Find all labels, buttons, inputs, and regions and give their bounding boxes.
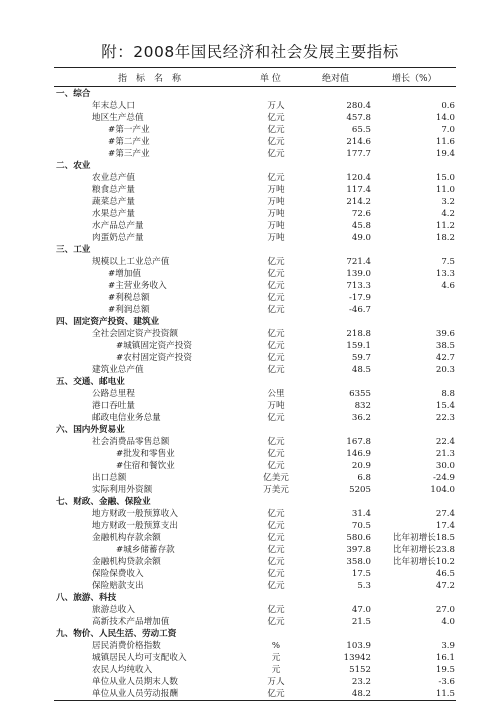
- indicator-name: 邮政电信业务总量: [92, 413, 161, 423]
- absolute-value-cell: 5.3: [357, 581, 371, 591]
- unit-cell: 亿元: [267, 689, 285, 699]
- growth-cell: 15.0: [435, 173, 455, 183]
- table-row: [0, 436, 500, 448]
- absolute-value-cell: 65.5: [351, 125, 371, 135]
- table-row: [0, 448, 500, 460]
- indicator-name: #第三产业: [108, 149, 150, 159]
- growth-cell: 7.5: [441, 257, 455, 267]
- table-row: [0, 124, 500, 136]
- absolute-value-cell: 48.2: [351, 689, 371, 699]
- indicator-name: 社会消费品零售总额: [92, 437, 170, 447]
- absolute-value-cell: 72.6: [351, 209, 371, 219]
- absolute-value-cell: 721.4: [346, 257, 371, 267]
- unit-cell: 亿元: [267, 557, 285, 567]
- unit-cell: 万人: [267, 101, 285, 111]
- section-title: 五、交通、邮电业: [56, 377, 125, 387]
- table-row: [0, 208, 500, 220]
- unit-cell: 亿元: [267, 257, 285, 267]
- unit-cell: 公里: [267, 389, 285, 399]
- unit-cell: 亿元: [267, 617, 285, 627]
- table-row: [0, 544, 500, 556]
- indicator-name: #城乡储蓄存款: [116, 545, 175, 555]
- unit-cell: 亿元: [267, 305, 285, 315]
- growth-cell: 15.4: [435, 401, 455, 411]
- table-row: [0, 256, 500, 268]
- indicator-name: #批发和零售业: [116, 449, 175, 459]
- growth-cell: 比年初增长10.2: [392, 557, 455, 567]
- unit-cell: 亿元: [267, 173, 285, 183]
- table-row: [0, 460, 500, 472]
- table-row: [0, 328, 500, 340]
- table-header-rule: [54, 86, 456, 87]
- absolute-value-cell: 218.8: [346, 329, 371, 339]
- growth-cell: -24.9: [432, 473, 455, 483]
- indicator-name: 全社会固定资产投资额: [92, 329, 178, 339]
- unit-cell: 亿元: [267, 605, 285, 615]
- growth-cell: 38.5: [435, 341, 455, 351]
- growth-cell: 27.0: [435, 605, 455, 615]
- header-growth: 增长（%）: [392, 74, 437, 84]
- growth-cell: -3.6: [438, 677, 455, 687]
- table-row: [0, 340, 500, 352]
- unit-cell: 亿美元: [263, 473, 289, 483]
- indicator-name: 金融机构贷款余额: [92, 557, 161, 567]
- growth-cell: 39.6: [435, 329, 455, 339]
- absolute-value-cell: 159.1: [346, 341, 371, 351]
- table-row: [0, 412, 500, 424]
- growth-cell: 16.1: [435, 653, 455, 663]
- unit-cell: 亿元: [267, 437, 285, 447]
- header-indicator-name: 指 标 名 称: [118, 74, 182, 84]
- section-title: 一、综合: [56, 89, 91, 99]
- table-row: [0, 472, 500, 484]
- absolute-value-cell: 5152: [349, 665, 371, 675]
- table-row: [0, 292, 500, 304]
- table-top-rule: [54, 67, 456, 68]
- growth-cell: 19.4: [435, 149, 455, 159]
- indicator-name: 地区生产总值: [92, 113, 144, 123]
- growth-cell: 4.2: [441, 209, 455, 219]
- unit-cell: 元: [271, 653, 281, 663]
- unit-cell: 万吨: [267, 401, 285, 411]
- absolute-value-cell: 49.0: [351, 233, 371, 243]
- table-row: [0, 268, 500, 280]
- growth-cell: 47.2: [435, 581, 455, 591]
- indicator-name: 高新技术产品增加值: [92, 617, 170, 627]
- growth-cell: 27.4: [435, 509, 455, 519]
- section-title: 九、物价、人民生活、劳动工资: [56, 629, 177, 639]
- unit-cell: 万吨: [267, 197, 285, 207]
- unit-cell: %: [271, 641, 281, 651]
- absolute-value-cell: 17.5: [351, 569, 371, 579]
- table-row: [0, 100, 500, 112]
- section-heading-row: [0, 88, 500, 100]
- growth-cell: 21.3: [435, 449, 455, 459]
- unit-cell: 亿元: [267, 137, 285, 147]
- absolute-value-cell: 13942: [343, 653, 371, 663]
- growth-cell: 11.5: [435, 689, 455, 699]
- indicator-name: #利润总额: [108, 305, 150, 315]
- unit-cell: 亿元: [267, 581, 285, 591]
- indicator-name: 肉蛋奶总产量: [92, 233, 144, 243]
- absolute-value-cell: 214.2: [346, 197, 371, 207]
- section-title: 二、农业: [56, 161, 91, 171]
- growth-cell: 7.0: [441, 125, 455, 135]
- unit-cell: 亿元: [267, 365, 285, 375]
- section-heading-row: [0, 376, 500, 388]
- indicator-name: 地方财政一般预算支出: [92, 521, 178, 531]
- absolute-value-cell: 580.6: [346, 533, 371, 543]
- growth-cell: 3.2: [441, 197, 455, 207]
- indicator-name: 实际利用外资额: [92, 485, 153, 495]
- table-row: [0, 388, 500, 400]
- unit-cell: 亿元: [267, 113, 285, 123]
- absolute-value-cell: 6355: [349, 389, 371, 399]
- table-row: [0, 484, 500, 496]
- indicator-name: 地方财政一般预算收入: [92, 509, 178, 519]
- indicator-name: 建筑业总产值: [92, 365, 144, 375]
- table-row: [0, 220, 500, 232]
- indicator-name: 单位从业人员劳动报酬: [92, 689, 178, 699]
- unit-cell: 亿元: [267, 293, 285, 303]
- header-absolute-value: 绝对值: [322, 74, 350, 84]
- page-title: 附：2008年国民经济和社会发展主要指标: [101, 43, 399, 61]
- growth-cell: 11.2: [435, 221, 455, 231]
- section-title: 三、工业: [56, 245, 91, 255]
- table-row: [0, 580, 500, 592]
- growth-cell: 4.6: [441, 281, 455, 291]
- absolute-value-cell: -46.7: [348, 305, 371, 315]
- table-row: [0, 172, 500, 184]
- indicator-name: 粮食总产量: [92, 185, 135, 195]
- absolute-value-cell: 70.5: [351, 521, 371, 531]
- table-row: [0, 532, 500, 544]
- absolute-value-cell: 120.4: [346, 173, 371, 183]
- section-heading-row: [0, 496, 500, 508]
- growth-cell: 22.4: [435, 437, 455, 447]
- table-header: [0, 69, 500, 85]
- unit-cell: 亿元: [267, 329, 285, 339]
- indicator-name: 农民人均纯收入: [92, 665, 153, 675]
- table-body: [0, 88, 500, 700]
- growth-cell: 0.6: [441, 101, 455, 111]
- absolute-value-cell: 832: [354, 401, 371, 411]
- absolute-value-cell: 146.9: [346, 449, 371, 459]
- table-row: [0, 184, 500, 196]
- absolute-value-cell: 358.0: [346, 557, 371, 567]
- indicator-name: 水果总产量: [92, 209, 135, 219]
- indicator-name: #增加值: [108, 269, 141, 279]
- section-heading-row: [0, 592, 500, 604]
- absolute-value-cell: 5205: [349, 485, 371, 495]
- absolute-value-cell: 103.9: [346, 641, 371, 651]
- indicator-name: #住宿和餐饮业: [116, 461, 175, 471]
- absolute-value-cell: 6.8: [357, 473, 371, 483]
- growth-cell: 20.3: [435, 365, 455, 375]
- growth-cell: 比年初增长23.8: [392, 545, 455, 555]
- section-heading-row: [0, 316, 500, 328]
- growth-cell: 104.0: [430, 485, 455, 495]
- unit-cell: 亿元: [267, 569, 285, 579]
- indicator-name: 年末总人口: [92, 101, 135, 111]
- absolute-value-cell: 45.8: [351, 221, 371, 231]
- table-row: [0, 304, 500, 316]
- table-row: [0, 676, 500, 688]
- indicator-name: #农村固定资产投资: [116, 353, 192, 363]
- growth-cell: 比年初增长18.5: [392, 533, 455, 543]
- absolute-value-cell: 23.2: [351, 677, 371, 687]
- indicator-name: 保险保费收入: [92, 569, 144, 579]
- indicator-name: 旅游总收入: [92, 605, 135, 615]
- indicator-name: 保险赔款支出: [92, 581, 144, 591]
- indicator-name: 金融机构存款余额: [92, 533, 161, 543]
- table-row: [0, 136, 500, 148]
- section-title: 六、国内外贸易业: [56, 425, 125, 435]
- absolute-value-cell: 59.7: [351, 353, 371, 363]
- absolute-value-cell: 457.8: [346, 113, 371, 123]
- absolute-value-cell: 117.4: [346, 185, 371, 195]
- table-row: [0, 664, 500, 676]
- unit-cell: 亿元: [267, 341, 285, 351]
- unit-cell: 亿元: [267, 125, 285, 135]
- unit-cell: 万人: [267, 677, 285, 687]
- table-row: [0, 196, 500, 208]
- growth-cell: 17.4: [435, 521, 455, 531]
- unit-cell: 亿元: [267, 281, 285, 291]
- absolute-value-cell: 214.6: [346, 137, 371, 147]
- indicator-name: 农业总产值: [92, 173, 135, 183]
- table-row: [0, 604, 500, 616]
- growth-cell: 18.2: [435, 233, 455, 243]
- indicator-name: 出口总额: [92, 473, 127, 483]
- unit-cell: 亿元: [267, 509, 285, 519]
- table-row: [0, 112, 500, 124]
- unit-cell: 亿元: [267, 353, 285, 363]
- table-row: [0, 640, 500, 652]
- absolute-value-cell: 20.9: [351, 461, 371, 471]
- absolute-value-cell: 31.4: [351, 509, 371, 519]
- growth-cell: 11.6: [435, 137, 455, 147]
- indicator-name: 公路总里程: [92, 389, 135, 399]
- unit-cell: 亿元: [267, 545, 285, 555]
- growth-cell: 46.5: [435, 569, 455, 579]
- unit-cell: 亿元: [267, 533, 285, 543]
- absolute-value-cell: 167.8: [346, 437, 371, 447]
- unit-cell: 亿元: [267, 413, 285, 423]
- growth-cell: 30.0: [435, 461, 455, 471]
- growth-cell: 19.5: [435, 665, 455, 675]
- absolute-value-cell: 36.2: [351, 413, 371, 423]
- section-title: 四、固定资产投资、建筑业: [56, 317, 160, 327]
- indicator-name: 单位从业人员期末人数: [92, 677, 178, 687]
- table-row: [0, 280, 500, 292]
- section-heading-row: [0, 628, 500, 640]
- indicator-name: 蔬菜总产量: [92, 197, 135, 207]
- growth-cell: 4.0: [441, 617, 455, 627]
- section-title: 七、财政、金融、保险业: [56, 497, 151, 507]
- absolute-value-cell: 48.5: [351, 365, 371, 375]
- indicator-name: 港口吞吐量: [92, 401, 135, 411]
- indicator-name: #主营业务收入: [108, 281, 167, 291]
- indicator-name: #利税总额: [108, 293, 150, 303]
- table-row: [0, 616, 500, 628]
- section-heading-row: [0, 244, 500, 256]
- unit-cell: 亿元: [267, 521, 285, 531]
- indicator-name: #城镇固定资产投资: [116, 341, 192, 351]
- section-title: 八、旅游、科技: [56, 593, 117, 603]
- growth-cell: 8.8: [441, 389, 455, 399]
- header-unit: 单 位: [260, 74, 281, 84]
- absolute-value-cell: -17.9: [348, 293, 371, 303]
- indicator-name: 居民消费价格指数: [92, 641, 161, 651]
- absolute-value-cell: 21.5: [351, 617, 371, 627]
- table-row: [0, 652, 500, 664]
- indicator-name: #第一产业: [108, 125, 150, 135]
- unit-cell: 万吨: [267, 221, 285, 231]
- indicator-name: 城镇居民人均可支配收入: [92, 653, 187, 663]
- growth-cell: 14.0: [435, 113, 455, 123]
- indicator-name: 水产品总产量: [92, 221, 144, 231]
- growth-cell: 11.0: [435, 185, 455, 195]
- absolute-value-cell: 713.3: [346, 281, 371, 291]
- table-bottom-rule: [54, 700, 456, 701]
- table-row: [0, 556, 500, 568]
- table-row: [0, 568, 500, 580]
- indicator-name: #第二产业: [108, 137, 150, 147]
- table-row: [0, 364, 500, 376]
- unit-cell: 万吨: [267, 185, 285, 195]
- table-row: [0, 148, 500, 160]
- section-heading-row: [0, 160, 500, 172]
- absolute-value-cell: 280.4: [346, 101, 371, 111]
- table-row: [0, 232, 500, 244]
- unit-cell: 万吨: [267, 233, 285, 243]
- table-row: [0, 352, 500, 364]
- indicator-name: 规模以上工业总产值: [92, 257, 170, 267]
- growth-cell: 3.9: [441, 641, 455, 651]
- unit-cell: 万吨: [267, 209, 285, 219]
- unit-cell: 亿元: [267, 149, 285, 159]
- growth-cell: 42.7: [435, 353, 455, 363]
- unit-cell: 亿元: [267, 269, 285, 279]
- unit-cell: 万美元: [263, 485, 289, 495]
- absolute-value-cell: 47.0: [351, 605, 371, 615]
- table-row: [0, 400, 500, 412]
- absolute-value-cell: 397.8: [346, 545, 371, 555]
- absolute-value-cell: 177.7: [346, 149, 371, 159]
- table-row: [0, 520, 500, 532]
- absolute-value-cell: 139.0: [346, 269, 371, 279]
- growth-cell: 13.3: [435, 269, 455, 279]
- unit-cell: 亿元: [267, 461, 285, 471]
- section-heading-row: [0, 424, 500, 436]
- table-row: [0, 688, 500, 700]
- unit-cell: 亿元: [267, 449, 285, 459]
- unit-cell: 元: [271, 665, 281, 675]
- growth-cell: 22.3: [435, 413, 455, 423]
- table-row: [0, 508, 500, 520]
